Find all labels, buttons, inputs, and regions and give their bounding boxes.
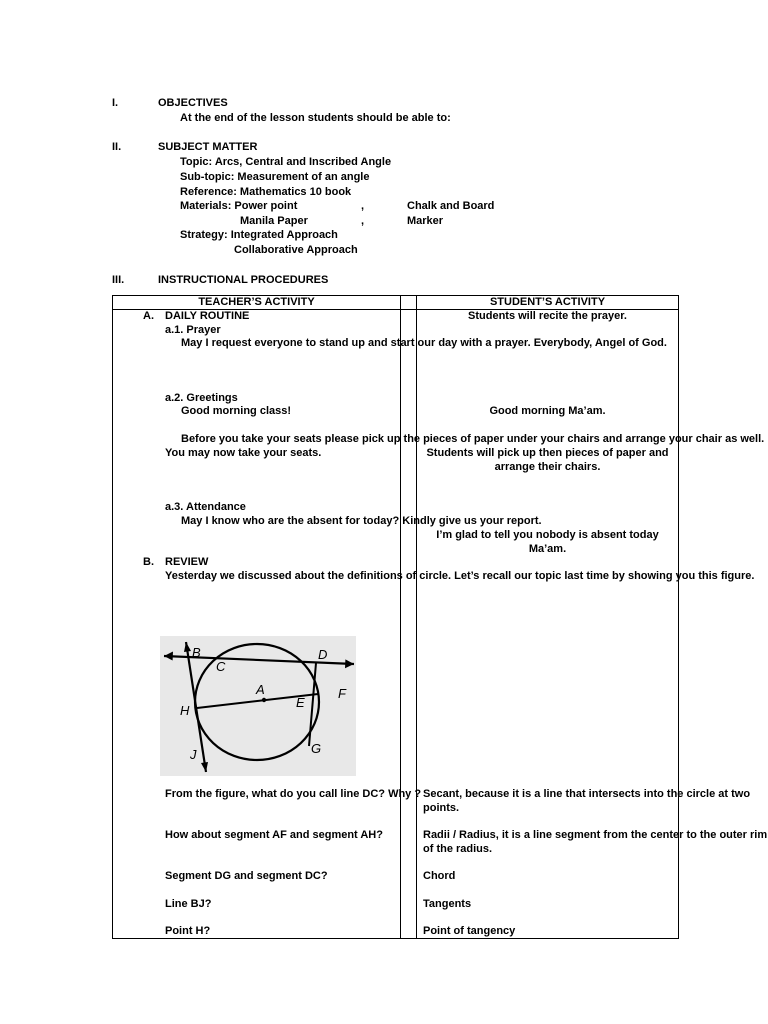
materials-comma: , bbox=[361, 215, 365, 227]
student-response-seats: Students will pick up then pieces of paper and arrange their chairs. bbox=[426, 447, 669, 473]
prayer-label: a.1. Prayer bbox=[165, 324, 221, 336]
circle-figure bbox=[160, 636, 356, 776]
strategy-line: Strategy: Integrated Approach bbox=[180, 229, 338, 241]
reference-line: Reference: Mathematics 10 book bbox=[180, 186, 352, 198]
question-4: Line BJ? bbox=[165, 898, 212, 910]
table-column-divider bbox=[416, 295, 417, 939]
student-activity-header: STUDENT’S ACTIVITY bbox=[489, 296, 606, 308]
teacher-activity-header: TEACHER’S ACTIVITY bbox=[198, 296, 315, 308]
question-2: How about segment AF and segment AH? bbox=[165, 829, 383, 841]
answer-1: Secant, because it is a line that intersects into the circle at two points. bbox=[423, 788, 751, 814]
subtopic-line: Sub-topic: Measurement of an angle bbox=[180, 171, 370, 183]
question-5: Point H? bbox=[165, 925, 211, 937]
section-b-letter: B. bbox=[143, 556, 154, 568]
review-title: REVIEW bbox=[165, 556, 209, 568]
answer-2: Radii / Radius, it is a line segment from the center to the outer rim of the radius. bbox=[423, 829, 768, 855]
label-e: E bbox=[296, 695, 305, 710]
answer-3: Chord bbox=[423, 870, 456, 882]
answer-4: Tangents bbox=[423, 898, 472, 910]
question-3: Segment DG and segment DC? bbox=[165, 870, 328, 882]
attendance-label: a.3. Attendance bbox=[165, 501, 246, 513]
greetings-text: Good morning class! bbox=[181, 405, 292, 417]
section-2-number: II. bbox=[112, 141, 122, 153]
objectives-heading: OBJECTIVES bbox=[158, 97, 228, 109]
section-1-number: I. bbox=[112, 97, 119, 109]
greetings-label: a.2. Greetings bbox=[165, 392, 238, 404]
seats-text: Before you take your seats please pick up the pieces of paper under your chairs and arrange your chair as well. You may now take your seats. bbox=[165, 433, 765, 459]
materials-manila-paper: Manila Paper bbox=[240, 215, 308, 227]
label-c: C bbox=[216, 659, 226, 674]
daily-routine-title: DAILY ROUTINE bbox=[165, 310, 250, 322]
label-g: G bbox=[311, 741, 322, 756]
label-b: B bbox=[192, 645, 201, 660]
objectives-text: At the end of the lesson students should be able to: bbox=[180, 112, 451, 124]
section-3-number: III. bbox=[112, 274, 125, 286]
center-point bbox=[262, 698, 266, 702]
table-column-divider bbox=[400, 295, 401, 939]
materials-comma: , bbox=[361, 200, 365, 212]
topic-line: Topic: Arcs, Central and Inscribed Angle bbox=[180, 156, 392, 168]
answer-5: Point of tangency bbox=[423, 925, 516, 937]
label-a: A bbox=[256, 682, 265, 697]
student-response-prayer: Students will recite the prayer. bbox=[468, 310, 627, 322]
prayer-text: May I request everyone to stand up and start our day with a prayer. Everybody, Angel of God. bbox=[181, 337, 667, 349]
table-border-left bbox=[112, 295, 113, 939]
label-h: H bbox=[180, 703, 190, 718]
label-j: J bbox=[190, 747, 197, 762]
student-response-attendance: I’m glad to tell you nobody is absent today Ma’am. bbox=[436, 529, 659, 555]
student-response-greeting: Good morning Ma’am. bbox=[489, 405, 606, 417]
review-text: Yesterday we discussed about the definitions of circle. Let’s recall our topic last time by showing you this figure. bbox=[165, 570, 755, 582]
materials-chalk-board: Chalk and Board bbox=[407, 200, 495, 212]
label-f: F bbox=[338, 686, 346, 701]
procedures-heading: INSTRUCTIONAL PROCEDURES bbox=[158, 274, 329, 286]
materials-marker: Marker bbox=[407, 215, 444, 227]
question-1: From the figure, what do you call line DC? Why ? bbox=[165, 788, 422, 800]
materials-line: Materials: Power point bbox=[180, 200, 298, 212]
section-a-letter: A. bbox=[143, 310, 154, 322]
attendance-text: May I know who are the absent for today? Kindly give us your report. bbox=[181, 515, 542, 527]
strategy-line-2: Collaborative Approach bbox=[234, 244, 358, 256]
label-d: D bbox=[318, 647, 328, 662]
subject-matter-heading: SUBJECT MATTER bbox=[158, 141, 258, 153]
